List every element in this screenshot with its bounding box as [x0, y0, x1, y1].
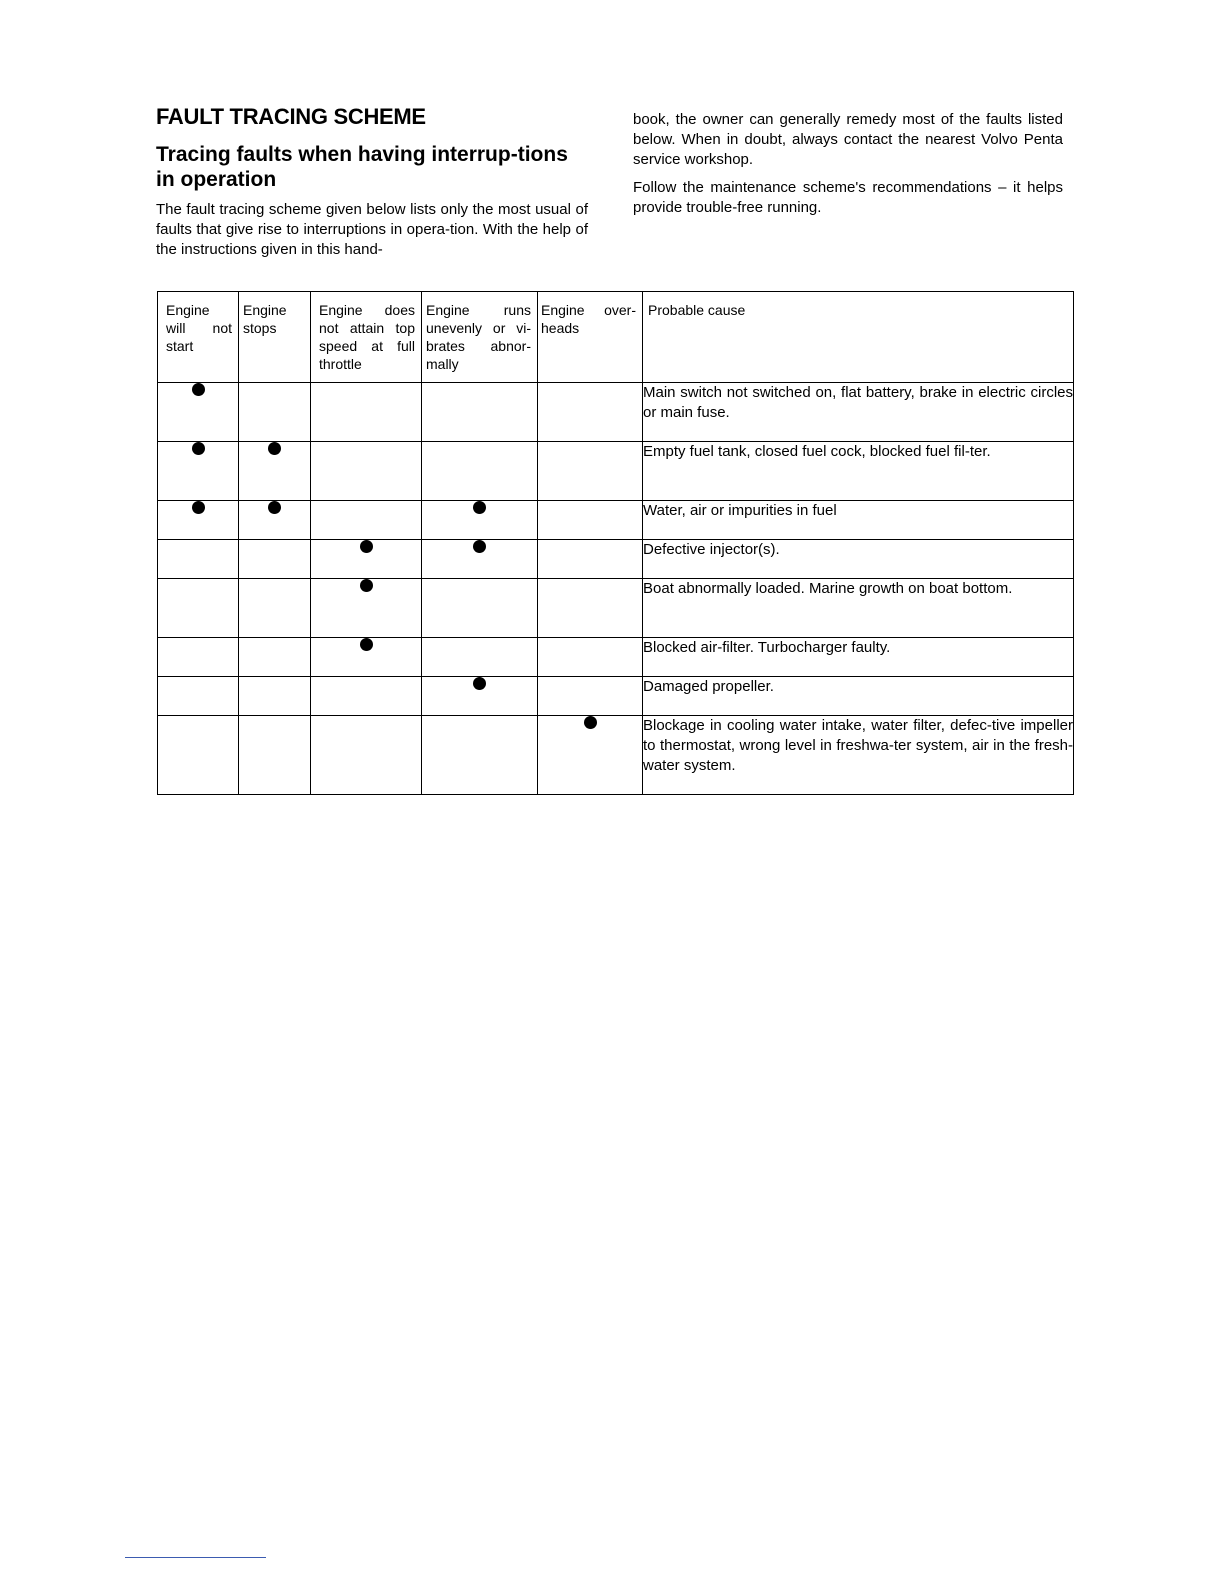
- cell-no-top-speed: [311, 383, 422, 442]
- bullet-dot-icon: [192, 383, 205, 396]
- header-overheads: Engine over-heads: [538, 292, 643, 383]
- cell-no-top-speed: [311, 501, 422, 540]
- bullet-dot-icon: [268, 442, 281, 455]
- cell-no-top-speed: [311, 638, 422, 677]
- cell-runs-unevenly: [422, 442, 538, 501]
- cell-overheads: [538, 501, 643, 540]
- table-row: [158, 716, 1074, 795]
- fault-tracing-table: [157, 291, 1074, 795]
- cell-overheads: [538, 716, 643, 795]
- header-probable-cause: Probable cause: [643, 292, 1074, 383]
- table-row: [158, 442, 1074, 501]
- right-column: [633, 110, 1063, 226]
- cell-runs-unevenly: [422, 638, 538, 677]
- cell-stops: [239, 638, 311, 677]
- cell-overheads: [538, 638, 643, 677]
- cell-runs-unevenly: [422, 501, 538, 540]
- cell-will-not-start: [158, 638, 239, 677]
- bullet-dot-icon: [360, 540, 373, 553]
- table-row: [158, 501, 1074, 540]
- bullet-dot-icon: [473, 677, 486, 690]
- probable-cause-cell: Empty fuel tank, closed fuel cock, blocked fuel fil-ter.: [643, 442, 1074, 501]
- table-header-row: [158, 292, 1074, 383]
- bullet-dot-icon: [268, 501, 281, 514]
- header-runs-unevenly: Engine runs unevenly or vi-brates abnor-mally: [422, 292, 538, 383]
- bullet-dot-icon: [473, 501, 486, 514]
- bullet-dot-icon: [192, 501, 205, 514]
- section-subheading: Tracing faults when having interrup-tions in operation: [156, 143, 568, 191]
- cell-will-not-start: [158, 716, 239, 795]
- bullet-dot-icon: [584, 716, 597, 729]
- probable-cause-cell: Boat abnormally loaded. Marine growth on boat bottom.: [643, 579, 1074, 638]
- cell-no-top-speed: [311, 540, 422, 579]
- cell-runs-unevenly: [422, 383, 538, 442]
- header-no-top-speed: Engine does not attain top speed at full throttle: [311, 292, 422, 383]
- header-will-not-start: Engine will not start: [158, 292, 239, 383]
- bullet-dot-icon: [192, 442, 205, 455]
- cell-runs-unevenly: [422, 716, 538, 795]
- probable-cause-cell: Damaged propeller.: [643, 677, 1074, 716]
- cell-no-top-speed: [311, 677, 422, 716]
- bullet-dot-icon: [473, 540, 486, 553]
- cell-runs-unevenly: [422, 579, 538, 638]
- cell-will-not-start: [158, 540, 239, 579]
- header-stops: Engine stops: [239, 292, 311, 383]
- cell-will-not-start: [158, 442, 239, 501]
- cell-no-top-speed: [311, 579, 422, 638]
- bullet-dot-icon: [360, 579, 373, 592]
- paragraph-2: Follow the maintenance scheme's recommendations – it helps provide trouble-free running.: [633, 179, 1063, 216]
- cell-overheads: [538, 383, 643, 442]
- cell-overheads: [538, 442, 643, 501]
- cell-will-not-start: [158, 383, 239, 442]
- table-row: [158, 540, 1074, 579]
- cell-will-not-start: [158, 501, 239, 540]
- page-heading: FAULT TRACING SCHEME: [156, 104, 426, 129]
- left-column: [156, 104, 588, 268]
- table-row: [158, 579, 1074, 638]
- bullet-dot-icon: [360, 638, 373, 651]
- footer-rule: [125, 1557, 266, 1558]
- cell-no-top-speed: [311, 442, 422, 501]
- table-row: [158, 677, 1074, 716]
- probable-cause-cell: Blocked air-filter. Turbocharger faulty.: [643, 638, 1074, 677]
- cell-stops: [239, 501, 311, 540]
- paragraph-1: book, the owner can generally remedy most of the faults listed below. When in doubt, always contact the nearest Volvo Penta service workshop.: [633, 111, 1063, 168]
- cell-no-top-speed: [311, 716, 422, 795]
- cell-stops: [239, 677, 311, 716]
- cell-runs-unevenly: [422, 540, 538, 579]
- cell-will-not-start: [158, 677, 239, 716]
- cell-overheads: [538, 677, 643, 716]
- cell-stops: [239, 540, 311, 579]
- probable-cause-cell: Defective injector(s).: [643, 540, 1074, 579]
- table-row: [158, 383, 1074, 442]
- probable-cause-cell: Main switch not switched on, flat battery, brake in electric circles or main fuse.: [643, 383, 1074, 442]
- cell-stops: [239, 716, 311, 795]
- probable-cause-cell: Blockage in cooling water intake, water filter, defec-tive impeller to thermostat, wrong level in freshwa-ter system, air in the fresh-water system.: [643, 716, 1074, 795]
- table-row: [158, 638, 1074, 677]
- cell-stops: [239, 383, 311, 442]
- cell-runs-unevenly: [422, 677, 538, 716]
- cell-overheads: [538, 579, 643, 638]
- intro-paragraph: The fault tracing scheme given below lists only the most usual of faults that give rise to interruptions in opera-tion. With the help of the instructions given in this hand-: [156, 201, 588, 258]
- cell-stops: [239, 579, 311, 638]
- cell-stops: [239, 442, 311, 501]
- probable-cause-cell: Water, air or impurities in fuel: [643, 501, 1074, 540]
- cell-will-not-start: [158, 579, 239, 638]
- cell-overheads: [538, 540, 643, 579]
